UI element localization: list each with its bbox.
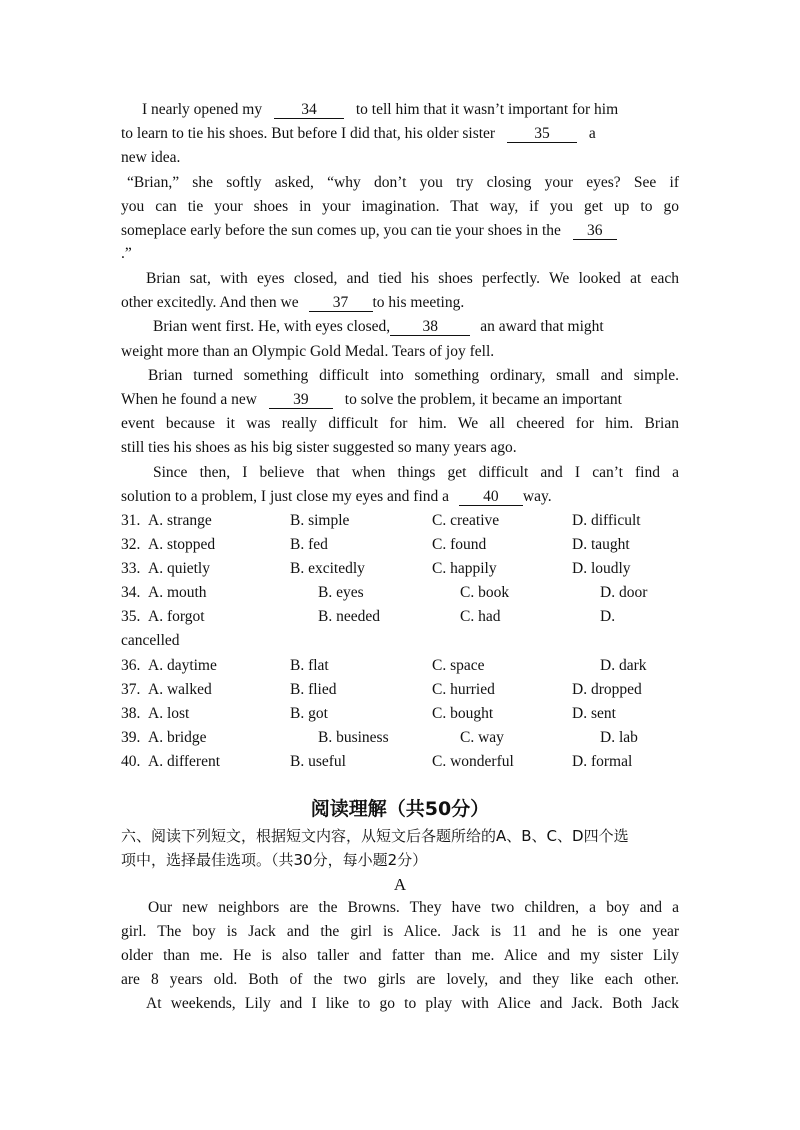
- question-number: 34.: [121, 584, 141, 601]
- blank-35: 35: [507, 125, 577, 143]
- question-number: 39.: [121, 729, 141, 746]
- option-a: A. daytime: [148, 657, 217, 674]
- text-segment: a: [588, 125, 596, 142]
- option-c: C. creative: [432, 512, 500, 529]
- option-d: D. dropped: [572, 681, 642, 698]
- question-number: 38.: [121, 705, 141, 722]
- passage-line: Our new neighbors are the Browns. They have two children, a boy and a: [148, 899, 679, 916]
- blank-34: 34: [274, 101, 344, 119]
- option-c: C. space: [432, 657, 485, 674]
- passage-line: Since then, I believe that when things get difficult and I can’t find a: [153, 464, 679, 481]
- blank-36: 36: [573, 222, 617, 240]
- option-b: B. flied: [290, 681, 337, 698]
- option-c: C. wonderful: [432, 753, 514, 770]
- question-number: 35.: [121, 608, 141, 625]
- option-d: D. loudly: [572, 560, 631, 577]
- blank-38: 38: [390, 318, 470, 336]
- question-number: 37.: [121, 681, 141, 698]
- text-segment: to solve the problem, it became an important: [344, 391, 622, 408]
- passage-line: [153, 317, 604, 337]
- option-row-40: [121, 752, 681, 774]
- question-number: 31.: [121, 512, 141, 529]
- option-a: A. mouth: [148, 584, 207, 601]
- option-b: B. simple: [290, 512, 350, 529]
- option-c: C. found: [432, 536, 487, 553]
- option-b: B. business: [318, 729, 389, 746]
- option-a: A. strange: [148, 512, 212, 529]
- text-segment: to tell him that it wasn’t important for him: [355, 101, 619, 118]
- passage-label: A: [393, 875, 407, 894]
- option-b: B. flat: [290, 657, 329, 674]
- passage-line: [121, 221, 617, 241]
- passage-line: [121, 487, 552, 507]
- passage-line: [121, 293, 464, 313]
- option-row-38: [121, 704, 681, 726]
- option-a: A. bridge: [148, 729, 207, 746]
- text-segment: When he found a new: [121, 391, 258, 408]
- option-row-32: [121, 535, 681, 557]
- option-c: C. happily: [432, 560, 497, 577]
- passage-line: you can tie your shoes in your imagination. That way, if you get up to go: [121, 198, 679, 215]
- passage-line: [121, 390, 622, 410]
- option-d: D. door: [600, 584, 648, 601]
- option-b: B. excitedly: [290, 560, 365, 577]
- option-row-37: [121, 680, 681, 702]
- option-c: C. book: [460, 584, 510, 601]
- passage-line: [142, 100, 618, 120]
- passage-line: girl. The boy is Jack and the girl is Alice. Jack is 11 and he is one year: [121, 923, 679, 940]
- question-number: 40.: [121, 753, 141, 770]
- text-segment: Brian went first. He, with eyes closed,: [153, 318, 391, 335]
- text-segment: someplace early before the sun comes up, you can tie your shoes in the: [121, 222, 561, 239]
- option-a: A. lost: [148, 705, 190, 722]
- option-c: C. bought: [432, 705, 494, 722]
- option-row-39: [121, 728, 681, 750]
- passage-line: At weekends, Lily and I like to go to play with Alice and Jack. Both Jack: [146, 995, 679, 1012]
- option-d: D. difficult: [572, 512, 641, 529]
- option-c: C. hurried: [432, 681, 495, 698]
- option-a: A. forgot: [148, 608, 205, 625]
- option-row-35: [121, 607, 681, 629]
- text-segment: an award that might: [480, 318, 604, 335]
- passage-line: event because it was really difficult for him. We all cheered for him. Brian: [121, 415, 679, 432]
- option-c: C. had: [460, 608, 501, 625]
- option-a: A. stopped: [148, 536, 216, 553]
- option-c: C. way: [460, 729, 504, 746]
- text-segment: way.: [522, 488, 552, 505]
- option-b: B. got: [290, 705, 328, 722]
- blank-37: 37: [309, 294, 373, 312]
- option-b: B. fed: [290, 536, 328, 553]
- option-row-36: [121, 656, 681, 678]
- passage-line: “Brian,” she softly asked, “why don’t you try closing your eyes? See if: [127, 174, 679, 191]
- option-d: D. formal: [572, 753, 633, 770]
- section-heading: 阅读理解（共50分）: [310, 798, 490, 820]
- option-b: B. eyes: [318, 584, 364, 601]
- passage-line: Brian sat, with eyes closed, and tied his shoes perfectly. We looked at each: [146, 270, 679, 287]
- text-segment: to learn to tie his shoes. But before I did that, his older sister: [121, 125, 496, 142]
- question-number: 36.: [121, 657, 141, 674]
- blank-39: 39: [269, 391, 333, 409]
- option-row-33: [121, 559, 681, 581]
- passage-line: [121, 124, 596, 144]
- option-d-wrap: cancelled: [121, 632, 180, 649]
- text-segment: I nearly opened my: [142, 101, 263, 118]
- option-a: A. different: [148, 753, 221, 770]
- passage-line: are 8 years old. Both of the two girls are lovely, and they like each other.: [121, 971, 679, 988]
- option-d: D. dark: [600, 657, 647, 674]
- option-d: D. lab: [600, 729, 638, 746]
- instruction-line: 六、阅读下列短文，根据短文内容，从短文后各题所给的A、B、C、D四个选: [121, 827, 629, 845]
- option-a: A. quietly: [148, 560, 210, 577]
- option-row-34: [121, 583, 681, 605]
- option-row-31: [121, 511, 681, 533]
- passage-line: new idea.: [121, 149, 181, 166]
- passage-line: Brian turned something difficult into something ordinary, small and simple.: [148, 367, 679, 384]
- blank-40: 40: [459, 488, 523, 506]
- text-segment: to his meeting.: [372, 294, 465, 311]
- question-number: 32.: [121, 536, 141, 553]
- text-segment: solution to a problem, I just close my eyes and find a: [121, 488, 450, 505]
- passage-line: still ties his shoes as his big sister suggested so many years ago.: [121, 439, 517, 456]
- option-d: D. taught: [572, 536, 630, 553]
- option-d: D. sent: [572, 705, 616, 722]
- passage-line: .”: [121, 245, 132, 262]
- passage-line: weight more than an Olympic Gold Medal. Tears of joy fell.: [121, 343, 495, 360]
- option-b: B. useful: [290, 753, 346, 770]
- passage-line: older than me. He is also taller and fatter than me. Alice and my sister Lily: [121, 947, 679, 964]
- option-d: D.: [600, 608, 616, 625]
- question-number: 33.: [121, 560, 141, 577]
- text-segment: other excitedly. And then we: [121, 294, 299, 311]
- option-b: B. needed: [318, 608, 380, 625]
- instruction-line: 项中，选择最佳选项。（共30分，每小题2分）: [121, 851, 428, 869]
- option-a: A. walked: [148, 681, 212, 698]
